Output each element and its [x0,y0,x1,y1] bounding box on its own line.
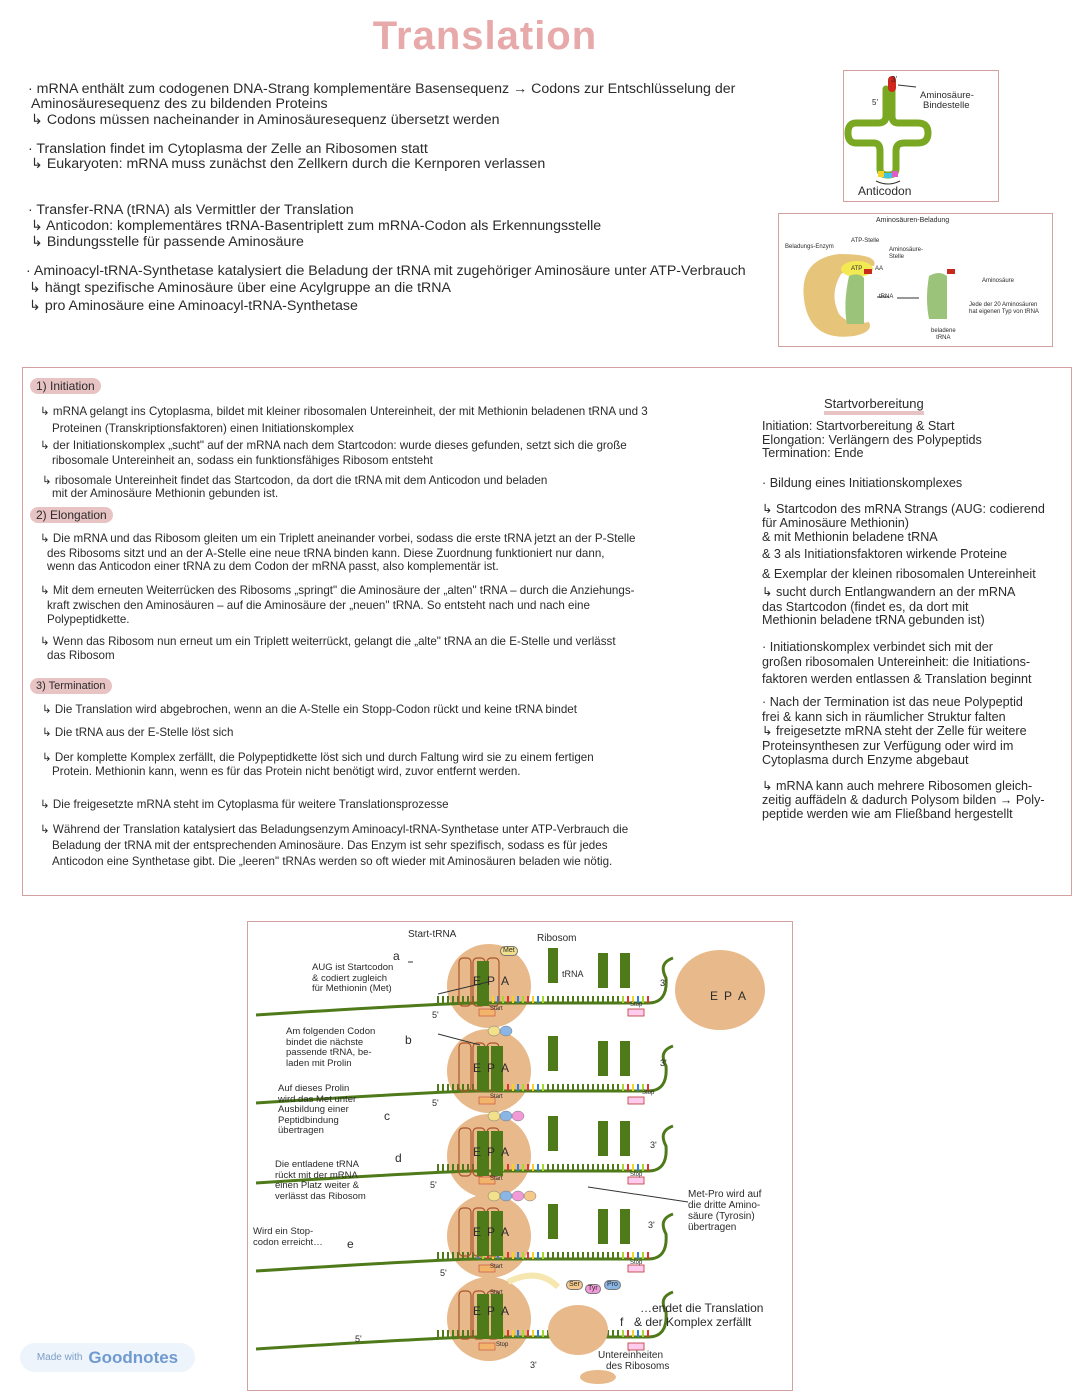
amino-acid-ser [524,1191,536,1201]
step-letter: e [347,1237,354,1251]
stop-codon-box [628,1097,644,1104]
side-heading: Startvorbereitung [824,397,924,415]
free-trna [620,1121,630,1156]
site-letter-a: A [501,1304,510,1318]
amino-acid-tyr [512,1191,524,1201]
met-pro-note-line: Met-Pro wird auf [688,1189,762,1200]
note-line: ↳ Die tRNA aus der E-Stelle löst sich [42,726,234,739]
site-letter-p: P [487,1061,496,1075]
side-note-line: Termination: Ende [762,446,864,460]
site-letter-p: P [487,1225,496,1239]
start-codon-label: Start [490,1094,503,1100]
ribosom-label: Ribosom [537,933,577,944]
site-letter-a: A [501,1061,510,1075]
stop-codon-box [628,1009,644,1016]
free-trna [598,1041,608,1076]
pointer-line [588,1187,688,1202]
amino-acid-met [488,1026,500,1036]
step-caption-line: für Methionin (Met) [312,983,392,994]
step-caption-line: Auf dieses Prolin [278,1083,350,1094]
step-letter: f [620,1315,624,1329]
intro-line: · Translation findet im Cytoplasma der Zelle an Ribosomen statt [28,141,428,157]
heading-termination: 3) Termination [30,678,112,694]
loading-title: Aminosäuren-Beladung [876,217,950,224]
enzyme-label: Beladungs-Enzym [785,244,834,250]
step-letter: c [384,1109,390,1123]
step-caption-line: passende tRNA, be- [286,1047,372,1058]
site-letter-e: E [473,974,482,988]
side-note-line: & 3 als Initiationsfaktoren wirkende Proteine [762,547,1008,561]
badge-brand: Goodnotes [88,1347,179,1367]
note-line: des Ribosoms sitzt und an der A-Stelle eine neue tRNA binden kann. Diese Zuordnung funktioniert nur dann, [47,547,605,560]
site-letter-a: A [501,1225,510,1239]
step-caption-line: & codiert zugleich [312,972,387,984]
atp-label: ATP [851,266,863,272]
polypeptide-chain [508,1276,558,1287]
side-note-line: zeitig auffädeln & dadurch Polysom bilden → Poly- [762,793,1045,807]
amino-acid-pro [500,1191,512,1201]
amino-acid-label-pro: Pro [604,1280,621,1290]
free-trna [620,1209,630,1244]
side-note-line: ↳ Startcodon des mRNA Strangs (AUG: codierend [762,502,1045,516]
heading-elongation: 2) Elongation [30,507,113,523]
note-line: Jede der 20 Aminosäuren [969,302,1038,308]
note-line: ↳ Der komplette Komplex zerfällt, die Polypeptidkette löst sich und durch Faltung wird sie zu einem fertigen [42,751,594,764]
side-note-line: Initiation: Startvorbereitung & Start [762,419,955,433]
amino-acid-label-met: Met [500,946,518,956]
site-letter-e: E [473,1225,482,1239]
trna-type-note [969,302,1039,316]
free-trna [620,953,630,988]
step-caption-line: Ausbildung einer [278,1104,349,1115]
site-letter-e: E [710,989,719,1003]
note-line: Beladung der tRNA mit der entsprechenden Aminosäure. Das Enzym ist sehr spezifisch, sodass es für jedes [52,839,608,852]
badge-prefix: Made with [36,1352,83,1363]
note-line: ↳ ribosomale Untereinheit findet das Startcodon, da dort die tRNA mit dem Anticodon und beladen [42,474,548,487]
intro-line: ↳ Bindungsstelle für passende Aminosäure [31,234,304,250]
step-caption-line: …endet die Translation [640,1301,764,1315]
note-line: ribosomale Untereinheit an, sodass ein funktionsfähiges Ribosom entsteht [52,454,433,467]
free-trna [620,1041,630,1076]
note-line: ↳ Die mRNA und das Ribosom gleiten um ein Triplett aneinander vorbei, sodass die erste tRNA jetzt an der P-Stelle [40,532,636,545]
note-line: mit der Aminosäure Methionin gebunden ist. [52,487,279,500]
step-caption-line: Die entladene tRNA [275,1159,359,1170]
site-letter-a: A [738,989,747,1003]
start-codon-label: Start [490,1264,503,1270]
amino-acid-label-ser: Ser [566,1280,583,1290]
side-note-line: ↳ freigesetzte mRNA steht der Zelle für weitere [762,724,1027,738]
step-caption-line: Wird ein Stop- [253,1226,314,1237]
side-note-line: · Bildung eines Initiationskomplexes [762,476,963,490]
step-caption-line: einen Platz weiter & [275,1180,359,1191]
five-prime-label: 5' [430,1180,437,1190]
step-caption-line: Peptidbindung [278,1114,339,1126]
free-trna [548,948,558,983]
stop-codon-box [628,1343,644,1350]
side-note-line: peptide werden wie am Fließband hergestellt [762,807,1013,821]
amino-acid-met [488,1191,500,1201]
free-trna [598,1209,608,1244]
start-codon-label: Start [490,1290,503,1296]
intro-line: ↳ pro Aminosäure eine Aminoacyl-tRNA-Synthetase [29,298,358,314]
five-prime-label: 5' [440,1268,447,1278]
note-line: Proteinen (Transkriptionsfaktoren) einen Initiationskomplex [52,422,354,435]
step-caption-line: AUG ist Startcodon [312,962,394,973]
intro-line: ↳ Eukaryoten: mRNA muss zunächst den Zellkern durch die Kernporen verlassen [31,156,546,172]
free-trna [548,1116,558,1151]
intro-line: · Transfer-RNA (tRNA) als Vermittler der Translation [28,202,354,218]
side-note-line: · Nach der Termination ist das neue Polypeptid [762,695,1023,709]
side-note-line: großen ribosomalen Untereinheit: die Initiations- [762,655,1031,669]
side-note-line: Methionin beladene tRNA gebunden ist) [762,613,985,627]
step-caption-line: rückt mit der mRNA [275,1169,358,1181]
page-title: Translation [372,14,598,58]
site-letter-e: E [473,1304,482,1318]
site-letter-e: E [473,1061,482,1075]
note-line: Protein. Methionin kann, wenn es für das Protein nicht benötigt wird, zuvor entfernt werden. [52,765,521,778]
intro-line: · mRNA enthält zum codogenen DNA-Strang komplementäre Basensequenz → Codons zur Entschlüsselung der [28,81,736,97]
step-caption-line: bindet die nächste [286,1036,364,1048]
amino-acid-label-tyr: Tyr [585,1284,601,1294]
stop-codon-label: Stop [630,1172,643,1178]
free-trna [548,1204,558,1239]
met-pro-note-line: die dritte Amino- [688,1200,761,1211]
met-pro-note-line: übertragen [688,1222,737,1233]
aminoacid-loading-figure [778,213,1053,347]
side-note-line: ↳ sucht durch Entlangwandern an der mRNA [762,585,1016,599]
aa-site-line: Aminosäure- [889,247,924,253]
aa-label: AA [875,266,884,272]
stop-codon-label: Stop [630,1260,643,1266]
three-prime-label: 3' [660,978,667,988]
three-prime-label: 3' [650,1140,657,1150]
site-letter-p: P [487,1145,496,1159]
stop-codon-label: Stop [496,1342,509,1348]
note-line: das Ribosom [47,649,115,662]
site-letter-e: E [473,1145,482,1159]
note-line: kraft zwischen den Aminosäuren – auf die Aminosäure der „neuen" tRNA. So entsteht nach und nach eine [47,599,590,612]
step-letter: a [393,949,400,963]
trna-label: tRNA [562,969,584,979]
separated-ribosome [675,950,765,1030]
step-caption-line: wird das Met unter [278,1093,357,1105]
site-letter-p: P [487,1304,496,1318]
note-line: ↳ Mit dem erneuten Weiterrücken des Ribosoms „springt" die Aminosäure der „alten" tRNA – durch die Anziehungs- [40,584,635,597]
five-prime-label: 5' [432,1098,439,1108]
stop-codon-label: Stop [642,1090,655,1096]
met-pro-note-line: säure (Tyrosin) [688,1211,755,1222]
anticodon-label: Anticodon [858,184,912,198]
five-prime-label: 5' [355,1334,362,1344]
loaded-trna-label [931,328,956,342]
stop-codon-label: Stop [630,1002,643,1008]
note-line: ↳ Die freigesetzte mRNA steht im Cytoplasma für weitere Translationsprozesse [40,798,449,811]
three-prime-label: 3' [530,1360,537,1370]
side-note-line: Cytoplasma durch Enzyme abgebaut [762,753,969,767]
five-prime-label: 5' [872,98,878,107]
side-note-line: faktoren werden entlassen & Translation beginnt [762,672,1032,686]
atp-site-label: ATP-Stelle [851,238,880,244]
subunits-label-line: des Ribosoms [606,1361,670,1372]
trna-structure-figure [843,70,999,202]
heading-initiation: 1) Initiation [30,378,101,394]
side-note-line: · Initiationskomplex verbindet sich mit der [762,640,993,654]
aa-site-label [889,247,923,261]
site-letter-a: A [501,974,510,988]
amino-acid-tyr [512,1111,524,1121]
site-letter-p: P [724,989,733,1003]
step-letter: d [395,1151,402,1165]
step-letter: b [405,1033,412,1047]
intro-line: · Aminoacyl-tRNA-Synthetase katalysiert die Beladung der tRNA mit zugehöriger Aminosäure unter ATP-Verbrauch [26,263,746,279]
note-line: Anticodon eine Synthetase gibt. Die „leeren" tRNAs werden so oft wieder mit Aminosäuren beladen wie nötig. [52,855,613,868]
step-caption-line: codon erreicht… [253,1236,323,1248]
binding-site-label [920,91,974,111]
site-letter-p: P [487,974,496,988]
amino-acid-pro [500,1111,512,1121]
side-note-line: das Startcodon (findet es, da dort mit [762,600,969,614]
amino-acid-met [488,1111,500,1121]
step-caption-line: Am folgenden Codon [286,1026,376,1037]
three-prime-label: 3' [648,1220,655,1230]
trna-label: tRNA [879,294,894,300]
free-trna [548,1036,558,1071]
loaded-line: tRNA [936,335,951,341]
start-codon-box [479,1343,495,1350]
start-codon-label: Start [490,1176,503,1182]
step-caption-line: verlässt das Ribosom [275,1190,366,1202]
step-caption-line: übertragen [278,1125,324,1136]
three-prime-label: 3' [891,75,897,84]
aa-site-line: Stelle [889,254,905,260]
amino-acid-pro [500,1026,512,1036]
binding-site-line: Bindestelle [923,100,970,111]
step-caption-line: & der Komplex zerfällt [634,1315,752,1329]
amino-acid-label: Aminosäure [982,278,1015,284]
intro-line: ↳ Anticodon: komplementäres tRNA-Basentriplett zum mRNA-Codon als Erkennungsstelle [31,218,602,234]
side-note-line: & Exemplar der kleinen ribosomalen Untereinheit [762,567,1036,581]
free-trna [598,953,608,988]
note-line: ↳ Während der Translation katalysiert das Beladungsenzym Aminoacyl-tRNA-Synthetase unter ATP-Verbrauch die [40,823,629,836]
step-caption-line: laden mit Prolin [286,1057,352,1069]
goodnotes-badge[interactable] [20,1343,195,1372]
subunits-label-line: Untereinheiten [598,1350,664,1361]
ribosome-subunit-large [548,1305,608,1355]
start-trna-label: Start-tRNA [408,929,457,940]
note-line: ↳ der Initiationskomplex „sucht" auf der mRNA nach dem Startcodon: wurde dieses gefunden, setzt sich die große [40,439,627,452]
side-note-line: frei & kann sich in räumlicher Struktur falten [762,710,1006,724]
side-note-line: ↳ mRNA kann auch mehrere Ribosomen gleich- [762,779,1033,793]
intro-line: ↳ Codons müssen nacheinander in Aminosäuresequenz übersetzt werden [31,112,500,128]
binding-site-line: Aminosäure- [920,90,974,101]
side-note-line: Elongation: Verlängern des Polypeptids [762,433,982,447]
intro-line: Aminosäuresequenz des zu bildenden Proteins [31,96,328,112]
loaded-line: beladene [931,328,956,334]
note-line: Polypeptidkette. [47,613,130,626]
side-note-line: & mit Methionin beladene tRNA [762,530,938,544]
free-trna [598,1121,608,1156]
three-prime-label: 3' [660,1058,667,1068]
note-line: wenn das Anticodon einer tRNA zu dem Codon der mRNA passt, also komplementär ist. [47,560,499,573]
five-prime-label: 5' [432,1010,439,1020]
site-letter-a: A [501,1145,510,1159]
side-note-line: für Aminosäure Methionin) [762,516,909,530]
note-line: ↳ Wenn das Ribosom nun erneut um ein Triplett weiterrückt, gelangt die „alte" tRNA an die E-Stelle und verlässt [40,635,616,648]
ribosome-subunit-small [580,1370,616,1384]
note-line: hat eigenen Typ von tRNA [969,309,1039,315]
side-note-line: Proteinsynthesen zur Verfügung oder wird im [762,739,1014,753]
start-codon-label: Start [490,1006,503,1012]
intro-line: ↳ hängt spezifische Aminosäure über eine Acylgruppe an die tRNA [29,280,451,296]
note-line: ↳ Die Translation wird abgebrochen, wenn an die A-Stelle ein Stopp-Codon rückt und keine tRNA bindet [42,703,577,716]
note-line: ↳ mRNA gelangt ins Cytoplasma, bildet mit kleiner ribosomalen Untereinheit, der mit Methionin beladenen tRNA und 3 [40,405,648,418]
